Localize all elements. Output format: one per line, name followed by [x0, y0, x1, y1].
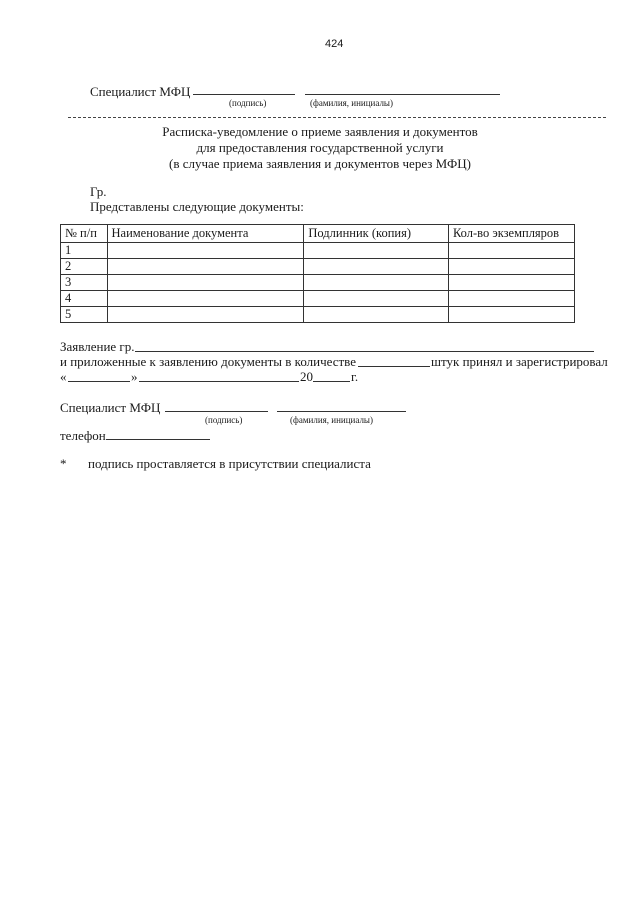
- copies-count-cell[interactable]: [448, 307, 574, 323]
- statement-citizen-label: Заявление гр.: [60, 339, 135, 354]
- phone-line[interactable]: [106, 439, 210, 440]
- documents-count-line[interactable]: [358, 366, 430, 367]
- top-name-caption: (фамилия, инициалы): [310, 98, 393, 108]
- top-signature-line[interactable]: [193, 94, 295, 95]
- date-year-suffix: г.: [351, 369, 359, 384]
- table-header-row: [61, 225, 575, 243]
- receipt-title-line2: для предоставления государственной услуги: [196, 140, 444, 155]
- document-name-cell[interactable]: [107, 307, 304, 323]
- row-number: 2: [61, 259, 108, 275]
- top-signature-caption: (подпись): [229, 98, 267, 108]
- row-number: 3: [61, 275, 108, 291]
- original-copy-cell[interactable]: [304, 259, 449, 275]
- document-name-cell[interactable]: [107, 243, 304, 259]
- document-name-cell[interactable]: [107, 275, 304, 291]
- table-row: [61, 243, 575, 259]
- date-day-line[interactable]: [68, 381, 130, 382]
- top-specialist-label: Специалист МФЦ: [90, 84, 191, 99]
- top-name-line[interactable]: [305, 94, 500, 95]
- documents-table: [60, 224, 575, 323]
- original-copy-cell[interactable]: [304, 243, 449, 259]
- copies-count-cell[interactable]: [448, 259, 574, 275]
- statement-count-prefix: и приложенные к заявлению документы в количестве: [60, 354, 357, 369]
- copies-count-cell[interactable]: [448, 275, 574, 291]
- date-open-quote: «: [60, 369, 67, 384]
- bottom-name-line[interactable]: [277, 411, 406, 412]
- document-name-cell[interactable]: [107, 259, 304, 275]
- bottom-specialist-label: Специалист МФЦ: [60, 400, 161, 415]
- copies-count-cell[interactable]: [448, 291, 574, 307]
- table-row: [61, 307, 575, 323]
- date-close-quote: »: [131, 369, 138, 384]
- row-number: 1: [61, 243, 108, 259]
- document-name-cell[interactable]: [107, 291, 304, 307]
- original-copy-cell[interactable]: [304, 275, 449, 291]
- footnote-mark: *: [60, 456, 67, 471]
- date-year-prefix: 20: [300, 369, 313, 384]
- header-number: № п/п: [61, 225, 108, 243]
- original-copy-cell[interactable]: [304, 307, 449, 323]
- header-original-copy: Подлинник (копия): [304, 225, 449, 243]
- table-row: [61, 291, 575, 307]
- page-number: 424: [325, 38, 344, 50]
- date-year-line[interactable]: [313, 381, 350, 382]
- bottom-signature-line[interactable]: [165, 411, 268, 412]
- date-month-line[interactable]: [139, 381, 299, 382]
- documents-intro: Представлены следующие документы:: [90, 199, 304, 214]
- bottom-signature-caption: (подпись): [205, 415, 243, 425]
- bottom-name-caption: (фамилия, инициалы): [290, 415, 373, 425]
- receipt-title-line3: (в случае приема заявления и документов через МФЦ): [168, 156, 472, 171]
- statement-citizen-line[interactable]: [135, 351, 594, 352]
- citizen-label: Гр.: [90, 184, 107, 199]
- header-copies-count: Кол-во экземпляров: [448, 225, 574, 243]
- table-row: [61, 275, 575, 291]
- copies-count-cell[interactable]: [448, 243, 574, 259]
- header-document-name: Наименование документа: [107, 225, 304, 243]
- phone-label: телефон: [60, 428, 106, 443]
- cut-line: [68, 117, 606, 118]
- footnote-text: подпись проставляется в присутствии специалиста: [88, 456, 371, 471]
- table-row: [61, 259, 575, 275]
- receipt-title-line1: Расписка-уведомление о приеме заявления и документов: [162, 124, 478, 139]
- row-number: 5: [61, 307, 108, 323]
- statement-count-suffix: штук принял и зарегистрировал: [431, 354, 608, 369]
- row-number: 4: [61, 291, 108, 307]
- original-copy-cell[interactable]: [304, 291, 449, 307]
